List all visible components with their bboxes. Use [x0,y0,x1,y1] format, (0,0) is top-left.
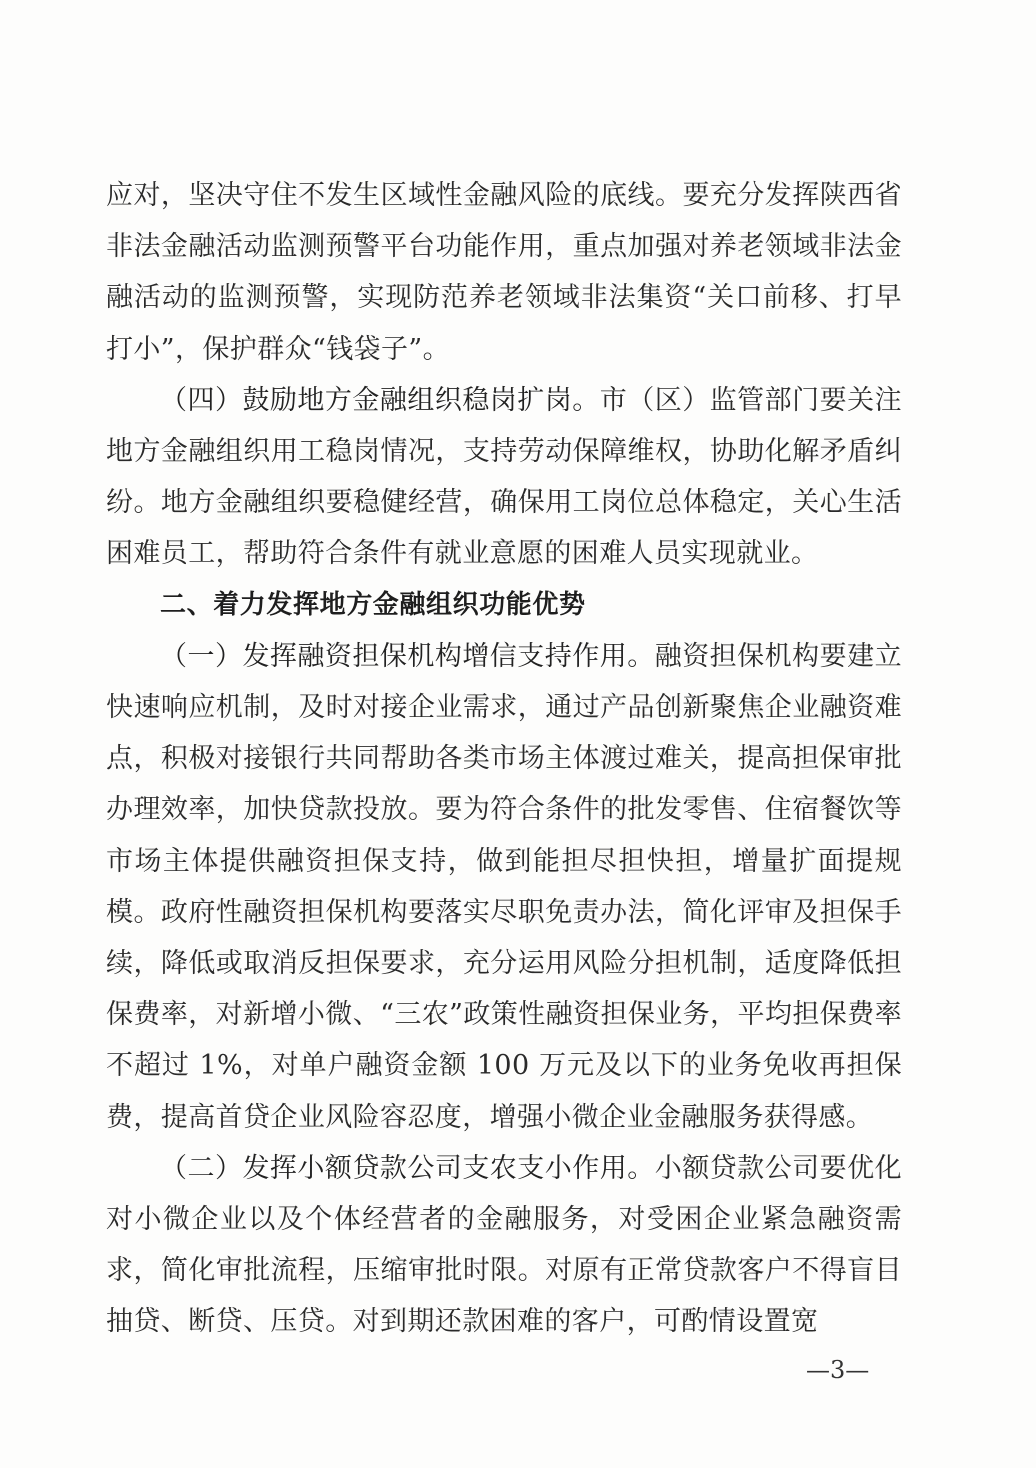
paragraph-text: 融资担保机构要建立快速响应机制，及时对接企业需求，通过产品创新聚焦企业融资难点，积极对接银行共同帮助各类市场主体渡过难关，提高担保审批办理效率，加快贷款投放。要为符合条件的批发零售、住宿餐饮等市场主体提供融资担保支持，做到能担尽担快担，增量扩面提规模。政府性融资担保机构要落实尽职免责办法，简化评审及担保手续，降低或取消反担保要求，充分运用风险分担机制，适度降低担保费率，对新增小微、“三农”政策性融资担保业务，平均担保费率不超过 1%，对单户融资金额 100 万元及以下的业务免收再担保费，提高首贷企业风险容忍度，增强小微企业金融服务获得感。 [106,640,902,1133]
paragraph-item-two [106,1143,902,1348]
paragraph-text: 市（区）监管部门要关注地方金融组织用工稳岗情况，支持劳动保障维权，协助化解矛盾纠纷。地方金融组织要稳健经营，确保用工岗位总体稳定，关心生活困难员工，帮助符合条件有就业意愿的困难人员实现就业。 [106,384,902,570]
page-number: —3— [806,1356,870,1384]
paragraph-text: 小额贷款公司要优化对小微企业以及个体经营者的金融服务，对受困企业紧急融资需求，简化审批流程，压缩审批时限。对原有正常贷款客户不得盲目抽贷、断贷、压贷。对到期还款困难的客户，可酌情设置宽 [106,1152,902,1338]
paragraph-lead: （二）发挥小额贷款公司支农支小作用。 [160,1152,655,1184]
paragraph-item-one [106,631,902,1143]
paragraph-lead: （四）鼓励地方金融组织稳岗扩岗。 [160,384,600,416]
paragraph-text: 应对，坚决守住不发生区域性金融风险的底线。要充分发挥陕西省非法金融活动监测预警平台功能作用，重点加强对养老领域非法金融活动的监测预警，实现防范养老领域非法集资“关口前移、打早打小”，保护群众“钱袋子”。 [106,180,902,365]
section-heading: 二、着力发挥地方金融组织功能优势 [160,589,586,620]
paragraph-item-four [106,375,902,580]
paragraph-continued [106,170,902,375]
paragraph-lead: （一）发挥融资担保机构增信支持作用。 [160,640,655,672]
document-body [106,170,902,1348]
